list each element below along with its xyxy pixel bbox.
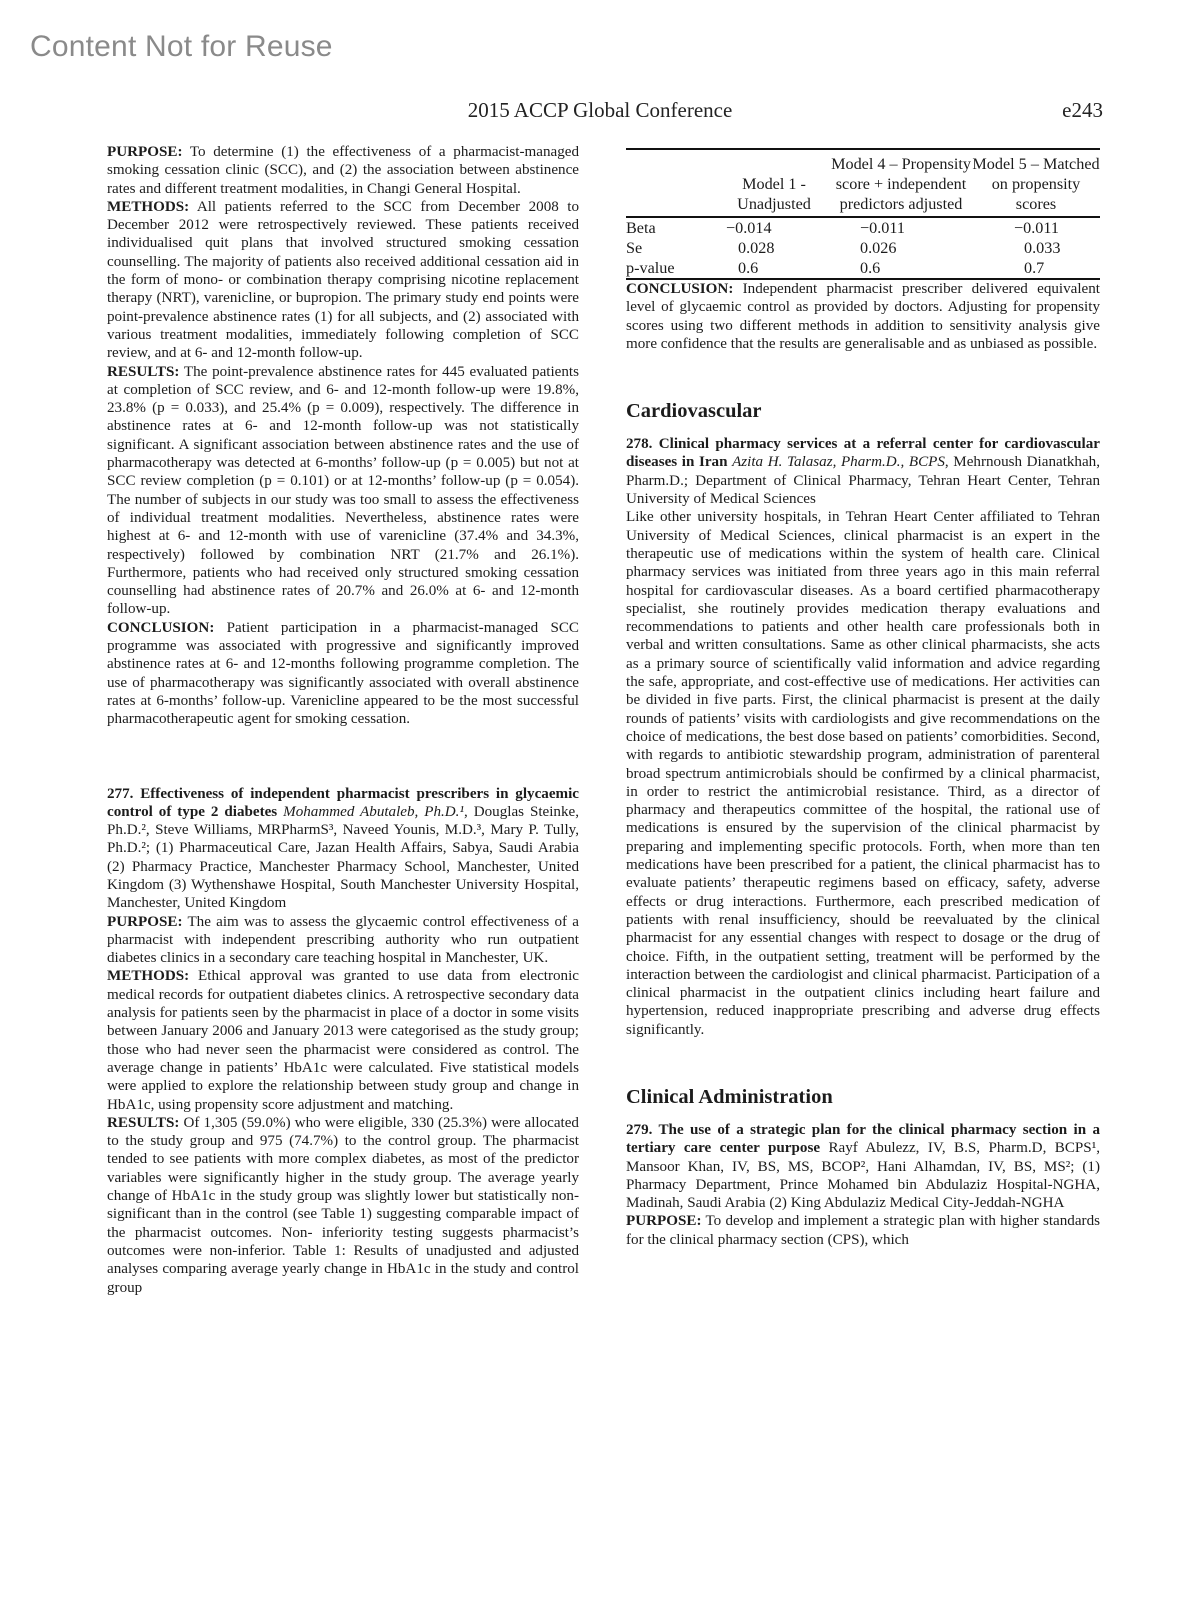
abstract-277-purpose xyxy=(107,913,579,968)
purpose-label: PURPOSE: xyxy=(107,913,183,930)
row-label: Se xyxy=(626,239,643,257)
results-label: RESULTS: xyxy=(107,1114,180,1131)
row-label: Beta xyxy=(626,219,656,237)
abstract-279-title: 279. The use of a strategic plan for the clinical pharmacy section in a tertiary care center purpose xyxy=(626,1121,1100,1157)
results-text: The point-prevalence abstinence rates for 445 evaluated patients at completion of SCC review, and 6- and 12-month follow-up were 19.8%, 23.8% (p = 0.033), and 25.4% (p = 0.009), respectively. The difference in abstinence rates at 6- and 12-month follow-up was not statistically significant. A significant association between abstinence rates and the use of pharmacotherapy was detected at 6-months’ follow-up (p = 0.005) but not at SCC review completion (p = 0.101) or at 12-months’ follow-up (p = 0.054). The number of subjects in our study was too small to assess the effectiveness of individual treatment modalities. Nevertheless, abstinence rates were highest at 6- and 12-month with use of varenicline (37.4% and 34.3%, respectively) followed by combination NRT (21.7% and 26.1%). Furthermore, patients who had received only structured smoking cessation counselling had abstinence rates of 20.7% and 26.0% at 6- and 12-month follow-up. xyxy=(107,363,579,618)
conclusion-label: CONCLUSION: xyxy=(626,281,734,297)
abstract-277-title: 277. Effectiveness of independent pharmacist prescribers in glycaemic control of type 2 diabetes xyxy=(107,785,579,820)
table-cell: 0.028 xyxy=(738,239,775,257)
purpose-label: PURPOSE: xyxy=(107,144,183,160)
results-table xyxy=(626,148,1100,280)
table-cell: 0.6 xyxy=(738,259,759,277)
abstract-278-authors: , Mehrnoush Dianatkhah, Pharm.D.; Department of Clinical Pharmacy, Tehran Heart Center, Tehran University of Medical Sciences xyxy=(626,454,1100,508)
abstract-278-title: 278. Clinical pharmacy services at a referral center for cardiovascular diseases in Iran xyxy=(626,436,1100,471)
table-cell: 0.7 xyxy=(1024,259,1045,277)
purpose-text: To determine (1) the effectiveness of a pharmacist-managed smoking cessation clinic (SCC), and (2) the association between abstinence rates and different treatment modalities, in Changi General Hospital. xyxy=(107,144,579,197)
table-cell: 0.033 xyxy=(1024,239,1061,257)
abstract-276-methods xyxy=(107,198,579,363)
methods-label: METHODS: xyxy=(107,198,190,215)
table-header-cell: Model 1 - Unadjusted xyxy=(737,175,811,213)
table-row xyxy=(626,238,1100,258)
abstract-277-results xyxy=(107,1114,579,1297)
abstract-278-lead-author: Azita H. Talasaz, Pharm.D., BCPS xyxy=(732,454,945,471)
table-cell: −0.011 xyxy=(860,219,905,237)
abstract-279-heading xyxy=(626,1121,1100,1212)
abstract-279-purpose xyxy=(626,1212,1100,1249)
purpose-text: The aim was to assess the glycaemic control effectiveness of a pharmacist with independent prescribing authority who run outpatient diabetes clinics in a secondary care teaching hospital in Manchester, UK. xyxy=(107,913,579,967)
abstract-276-conclusion xyxy=(107,619,579,729)
table-row xyxy=(626,217,1100,238)
spacer xyxy=(107,729,579,785)
abstract-277-heading xyxy=(107,785,579,913)
abstract-277-conclusion xyxy=(626,280,1100,353)
abstract-276-purpose xyxy=(107,143,579,198)
purpose-text: To develop and implement a strategic plan with higher standards for the clinical pharmacy section (CPS), which xyxy=(626,1213,1100,1248)
table-cell: 0.6 xyxy=(860,259,881,277)
section-heading-cardiovascular: Cardiovascular xyxy=(626,400,762,423)
page-number: e243 xyxy=(1062,98,1103,122)
row-label: p-value xyxy=(626,259,675,277)
abstract-278-heading xyxy=(626,435,1100,508)
abstract-277-authors: , Douglas Steinke, Ph.D.², Steve Williams, MRPharmS³, Naveed Younis, M.D.³, Mary P. Tully, Ph.D.²; (1) Pharmaceutical Care, Jazan Health Affairs, Sabya, Saudi Arabia (2) Pharmacy Practice, Manchester Pharmacy School, Manchester, United Kingdom (3) Wythenshawe Hospital, South Manchester University Hospital, Manchester, United Kingdom xyxy=(107,803,579,912)
abstract-278-body: Like other university hospitals, in Tehran Heart Center affiliated to Tehran University of Medical Sciences, clinical pharmacist is an expert in the therapeutic use of medications within the system of health care. Clinical pharmacy services was initiated from three years ago in this main referral hospital for cardiovascular diseases. As a board certified pharmacotherapy specialist, she routinely provides medication therapy evaluations and recommendations to patients and other health care professionals both in verbal and written consultations. Same as other clinical pharmacists, she acts as a primary source of scientifically valid information and advice regarding the safe, appropriate, and cost-effective use of medications. Her activities can be divided in five parts. First, the clinical pharmacist is present at the daily rounds of patients’ visits with cardiologists and give recommendations on the choice of medications, the best dose based on patients’ comorbidities. Second, with regards to antibiotic stewardship program, administration of parenteral broad spectrum antimicrobials should be confirmed by a clinical pharmacist, in order to restrict the antimicrobial resistance. Third, as a director of pharmacy and therapeutics committee of the hospital, the rational use of medications is ensured by the supervision of the clinical pharmacist by preparing and implementing specific protocols. Forth, when more than ten medications have been prescribed for a patient, the clinical pharmacist has to evaluate patients’ therapeutic regimens based on efficacy, safety, adverse effects or drug interactions. Furthermore, each prescribed medication of patients with renal insufficiency, should be reevaluated by the clinical pharmacist for any essential changes with respect to dosage or the drug of choice. Fifth, in the outpatient setting, treatment will be performed by the interaction between the cardiologist and clinical pharmacist. Participation of a clinical pharmacist in the outpatient clinics including heart failure and hypertension, reduced inappropriate prescribing and adverse drug effects significantly. xyxy=(626,509,1100,1038)
running-header: 2015 ACCP Global Conference xyxy=(467,98,733,122)
abstract-277-lead-author: Mohammed Abutaleb, Ph.D.¹ xyxy=(283,803,464,820)
conclusion-text: Patient participation in a pharmacist-managed SCC programme was associated with progressive and significantly improved abstinence rates at 6- and 12-months following programme completion. The use of pharmacotherapy was significantly associated with overall abstinence rates at 6-months’ follow-up. Varenicline appeared to be the most successful pharmacotherapeutic agent for smoking cessation. xyxy=(107,619,579,728)
section-heading-clinical-administration: Clinical Administration xyxy=(626,1085,833,1108)
results-text: Of 1,305 (59.0%) who were eligible, 330 (25.3%) were allocated to the study group and 975 (74.7%) to the control group. The pharmacist tended to see patients with more complex diabetes, as most of the predictor variables were significantly higher in the study group. The average yearly change of HbA1c in the study group was slightly lower but statistically non-significant than in the control (see Table 1) suggesting comparable impact of the pharmacist outcomes. Non- inferiority testing suggests pharmacist’s outcomes were non-inferior. Table 1: Results of unadjusted and adjusted analyses comparing average yearly change in HbA1c in the study and control group xyxy=(107,1114,579,1296)
table-header-cell: Model 4 – Propensity score + independent predictors adjusted xyxy=(831,155,971,213)
conclusion-text: Independent pharmacist prescriber delivered equivalent level of glycaemic control as provided by doctors. Adjusting for propensity scores using two different methods in addition to sensitivity analysis give more confidence that the results are generalisable and as unbiased as possible. xyxy=(626,281,1100,352)
abstract-277-methods xyxy=(107,967,579,1113)
table-header-cell: Model 5 – Matched on propensity scores xyxy=(972,155,1100,213)
table-header-cell xyxy=(626,149,718,217)
watermark: Content Not for Reuse xyxy=(30,30,333,63)
methods-label: METHODS: xyxy=(107,968,190,985)
table-cell: −0.011 xyxy=(1014,219,1059,237)
methods-text: Ethical approval was granted to use data from electronic medical records for outpatient diabetes clinics. A retrospective secondary data analysis for patients seen by the pharmacist in place of a doctor in some visits between January 2006 and January 2013 were categorised as the study group; those who had never seen the pharmacist were considered as control. The average change in patients’ HbA1c were calculated. Five statistical models were applied to explore the relationship between study group and change in HbA1c, using propensity score adjustment and matching. xyxy=(107,968,579,1113)
right-column xyxy=(626,148,1100,1249)
left-column xyxy=(107,143,579,1297)
table-cell: 0.026 xyxy=(860,239,897,257)
abstract-279-authors: Rayf Abulezz, IV, B.S, Pharm.D, BCPS¹, Mansoor Khan, IV, BS, MS, BCOP², Hani Alhamdan, IV, BS, MS²; (1) Pharmacy Department, Prince Mohamed bin Abdulaziz Hospital-NGHA, Madinah, Saudi Arabia (2) King Abdulaziz Medical City-Jeddah-NGHA xyxy=(626,1140,1100,1212)
results-label: RESULTS: xyxy=(107,363,180,380)
table-row xyxy=(626,258,1100,279)
conclusion-label: CONCLUSION: xyxy=(107,619,215,636)
methods-text: All patients referred to the SCC from December 2008 to December 2012 were retrospectively reviewed. These patients received individualised quit plans that involved structured smoking cessation counselling. The majority of patients also received additional cessation aid in the form of mono- or combination therapy comprising nicotine replacement therapy (NRT), varenicline, or bupropion. The primary study end points were point-prevalence abstinence rates (1) for all subjects, and (2) associated with various treatment modalities, immediately following completion of SCC review, and at 6- and 12-month follow-up. xyxy=(107,198,579,362)
table-header-row xyxy=(626,149,1100,217)
purpose-label: PURPOSE: xyxy=(626,1213,702,1230)
abstract-276-results xyxy=(107,363,579,619)
table-cell: −0.014 xyxy=(726,219,772,237)
